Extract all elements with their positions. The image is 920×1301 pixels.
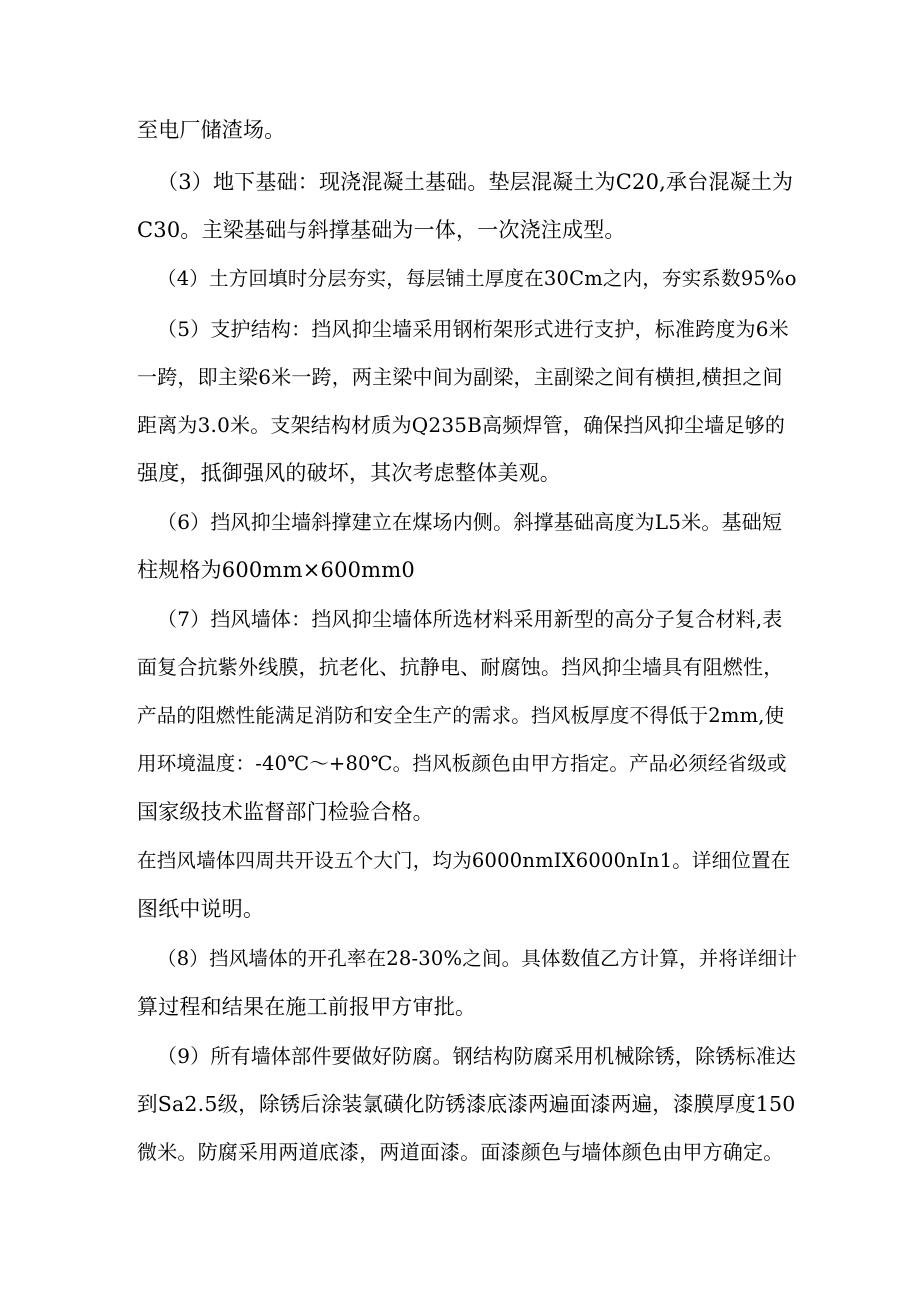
text-line: （9）所有墙体部件要做好防腐。钢结构防腐采用机械除锈，除锈标准达: [157, 1044, 797, 1068]
text-line: 至电厂储渣场。: [137, 118, 286, 142]
text-line: C30。主梁基础与斜撑基础为一体，一次浇注成型。: [137, 218, 626, 242]
text-line: 国家级技术监督部门检验合格。: [137, 800, 434, 824]
text-line: （8）挡风墙体的开孔率在28-30%之间。具体数值乙方计算，并将详细计: [157, 947, 798, 970]
text-line: 用环境温度：-40℃～+80℃。挡风板颜色由甲方指定。产品必须经省级或: [137, 752, 787, 775]
text-line: （4）土方回填时分层夯实，每层铺土厚度在30Cm之内，夯实系数95%o: [157, 267, 797, 290]
text-line: （3）地下基础：现浇混凝土基础。垫层混凝土为C20,承台混凝土为: [157, 170, 794, 194]
text-line: （5）支护结构：挡风抑尘墙采用钢桁架形式进行支护，标准跨度为6米: [157, 317, 789, 341]
text-line: 产品的阻燃性能满足消防和安全生产的需求。挡风板厚度不得低于2mm,使: [137, 704, 785, 727]
text-line: 图纸中说明。: [137, 897, 265, 921]
text-line: （6）挡风抑尘墙斜撑建立在煤场内侧。斜撑基础高度为L5米。基础短: [157, 510, 783, 534]
text-line: 微米。防腐采用两道底漆，两道面漆。面漆颜色与墙体颜色由甲方确定。: [137, 1140, 784, 1164]
text-line: 一跨，即主梁6米一跨，两主梁中间为副梁，主副梁之间有横担,横担之间: [137, 365, 783, 389]
text-line: 强度，抵御强风的破坏，其次考虑整体美观。: [137, 461, 561, 485]
text-line: 在挡风墙体四周共开设五个大门，均为6000nmIX6000nIn1。详细位置在: [137, 849, 791, 872]
text-line: 到Sa2.5级，除锈后涂装氯磺化防锈漆底漆两遍面漆两遍，漆膜厚度150: [137, 1092, 796, 1116]
text-line: 面复合抗紫外线膜，抗老化、抗静电、耐腐蚀。挡风抑尘墙具有阻燃性，: [137, 655, 784, 679]
text-line: 算过程和结果在施工前报甲方审批。: [137, 995, 477, 1019]
text-line: 柱规格为600mm×600mm0: [137, 558, 415, 582]
text-line: 距离为3.0米。支架结构材质为Q235B高频焊管，确保挡风抑尘墙足够的: [137, 413, 786, 437]
text-line: （7）挡风墙体：挡风抑尘墙体所选材料采用新型的高分子复合材料,表: [157, 607, 783, 631]
